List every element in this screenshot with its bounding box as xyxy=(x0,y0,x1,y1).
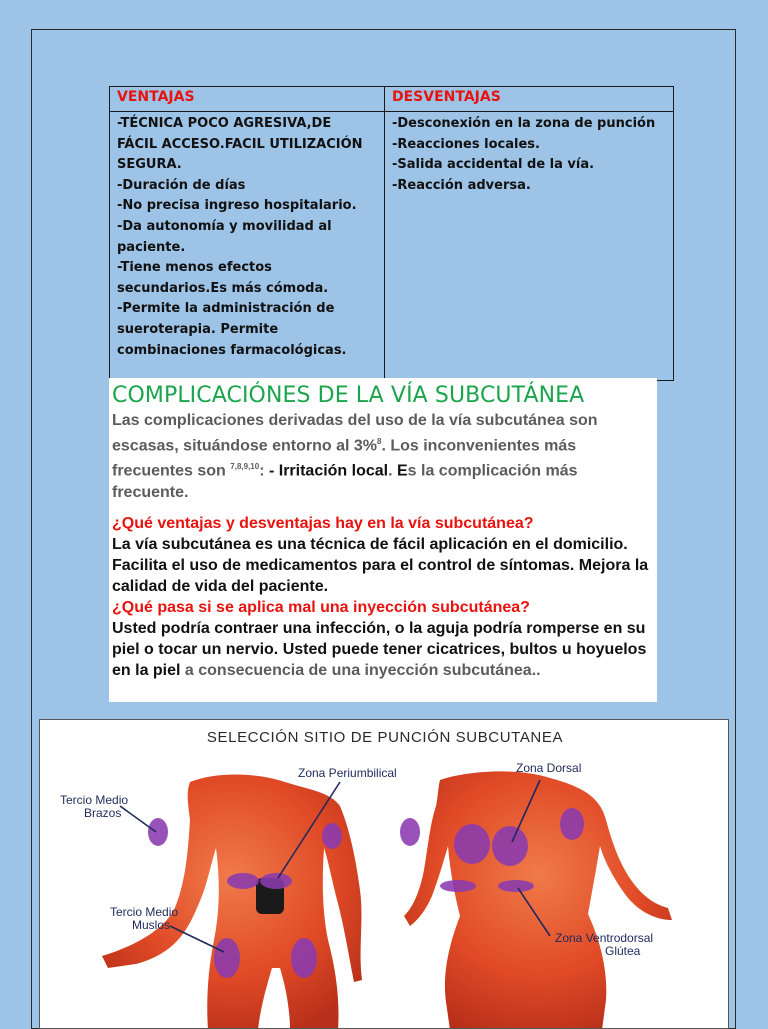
zone-thigh-right xyxy=(291,938,317,978)
citation: 8 xyxy=(377,437,381,446)
puncion-figure xyxy=(39,719,729,1029)
ventajas-line: -No precisa ingreso hospitalario. xyxy=(117,196,378,217)
ventajas-line: -Tiene menos efectos xyxy=(117,258,378,279)
desventajas-line: -Salida accidental de la vía. xyxy=(392,155,667,176)
label-ventrodorsal-1: Zona Ventrodorsal xyxy=(555,931,653,945)
intro-text: E xyxy=(397,463,408,480)
ventajas-line: FÁCIL ACCESO.FACIL UTILIZACIÓN xyxy=(117,135,378,156)
label-periumbilical: Zona Periumbilical xyxy=(298,766,397,780)
ventajas-line: -Permite la administración de xyxy=(117,299,378,320)
intro-paragraph xyxy=(112,410,654,503)
back-body xyxy=(404,771,672,1029)
zone-periumbilical-left xyxy=(227,873,259,889)
desventajas-line: -Reacción adversa. xyxy=(392,176,667,197)
ventajas-line: -Da autonomía y movilidad al xyxy=(117,217,378,238)
ventajas-line: SEGURA. xyxy=(117,155,378,176)
header-desventajas: DESVENTAJAS xyxy=(385,87,674,112)
intro-text: . Los inconvenientes más frecuentes son xyxy=(112,437,576,479)
ventajas-line: sueroterapia. Permite xyxy=(117,320,378,341)
ventajas-line: -TÉCNICA POCO AGRESIVA,DE xyxy=(117,114,378,135)
ventajas-line: combinaciones farmacológicas. xyxy=(117,341,378,362)
irritacion-local: - Irritación local xyxy=(269,463,388,480)
citation: 7,8,9,10 xyxy=(230,462,259,471)
ventajas-cell xyxy=(110,112,385,381)
zone-arm-front-right xyxy=(322,823,342,849)
answer-text: Usted podría contraer una infección, o la aguja podría romperse en su piel o tocar un nervio. Usted puede tener cicatrices, bultos u hoyuelos en la piel xyxy=(112,620,646,679)
intro-text: . xyxy=(388,463,397,480)
intro-text: Las complicaciones derivadas del uso de la vía subcutánea son escasas, situándose entorno al 3% xyxy=(112,412,598,454)
answer-text-grey: a consecuencia de una inyección subcutánea.. xyxy=(180,662,540,679)
zone-dorsal-left xyxy=(454,824,490,864)
question-mal-aplicada: ¿Qué pasa si se aplica mal una inyección subcutánea? xyxy=(112,597,654,618)
desventajas-line: -Desconexión en la zona de punción xyxy=(392,114,667,135)
front-body xyxy=(102,775,362,1029)
intro-text: : xyxy=(259,463,269,480)
figure-title: SELECCIÓN SITIO DE PUNCIÓN SUBCUTANEA xyxy=(207,729,563,746)
header-ventajas: VENTAJAS xyxy=(110,87,385,112)
zone-arm-front-left xyxy=(148,818,168,846)
label-muslos-1: Tercio Medio xyxy=(110,905,178,919)
ventajas-line: -Duración de días xyxy=(117,176,378,197)
desventajas-cell xyxy=(385,112,674,381)
zone-gluteal-right xyxy=(498,880,534,892)
zone-gluteal-left xyxy=(440,880,476,892)
zone-periumbilical-right xyxy=(260,873,292,889)
zone-arm-back-left xyxy=(400,818,420,846)
answer-mal-aplicada xyxy=(112,618,654,681)
label-muslos-2: Muslos xyxy=(132,918,170,932)
complicaciones-section xyxy=(109,378,657,702)
label-brazos-2: Brazos xyxy=(84,806,121,820)
zone-dorsal-right xyxy=(492,826,528,866)
label-brazos-1: Tercio Medio xyxy=(60,793,128,807)
zone-thigh-left xyxy=(214,938,240,978)
desventajas-line: -Reacciones locales. xyxy=(392,135,667,156)
body-diagram xyxy=(40,720,729,1029)
section-title: COMPLICACIÓNES DE LA VÍA SUBCUTÁNEA xyxy=(112,382,654,410)
zone-arm-back-right xyxy=(560,808,584,840)
answer-ventajas: La vía subcutánea es una técnica de fácil aplicación en el domicilio. Facilita el uso de medicamentos para el control de síntomas. Mejora la calidad de vida del paciente. xyxy=(112,534,654,597)
intro-text: s la complicación más frecuente. xyxy=(112,463,578,501)
label-dorsal: Zona Dorsal xyxy=(516,761,581,775)
label-ventrodorsal-2: Glútea xyxy=(605,944,641,958)
question-ventajas: ¿Qué ventajas y desventajas hay en la vía subcutánea? xyxy=(112,513,654,534)
ventajas-line: paciente. xyxy=(117,238,378,259)
ventajas-desventajas-table xyxy=(109,86,674,381)
ventajas-line: secundarios.Es más cómoda. xyxy=(117,279,378,300)
